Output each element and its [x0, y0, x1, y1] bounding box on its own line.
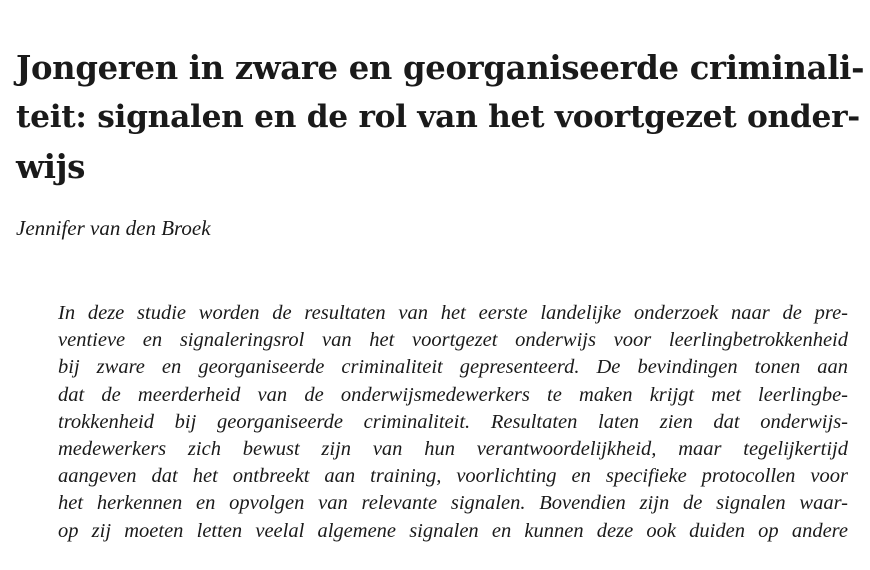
author-name: Jennifer van den Broek: [16, 216, 211, 240]
abstract-line: op zij moeten letten veelal algemene signalen en kunnen deze ook duiden op andere: [58, 519, 848, 542]
article-title: [16, 44, 864, 191]
title-line: wijs: [16, 147, 86, 186]
abstract-line: In deze studie worden de resultaten van het eerste landelijke onderzoek naar de pre-: [58, 302, 848, 324]
abstract-line: het herkennen en opvolgen van relevante signalen. Bovendien zijn de signalen waar-: [58, 492, 848, 515]
abstract-line: ventieve en signaleringsrol van het voortgezet onderwijs voor leerlingbetrokkenheid: [58, 329, 848, 352]
abstract-line: bij zware en georganiseerde criminaliteit gepresenteerd. De bevindingen tonen aan: [58, 356, 848, 379]
abstract-line: aangeven dat het ontbreekt aan training, voorlichting en specifieke protocollen voor: [58, 465, 848, 488]
abstract-line: dat de meerderheid van de onderwijsmedewerkers te maken krijgt met leerlingbe-: [58, 383, 848, 406]
abstract-line: trokkenheid bij georganiseerde criminaliteit. Resultaten laten zien dat onderwijs-: [58, 410, 848, 433]
abstract: [58, 300, 848, 545]
title-line: Jongeren in zware en georganiseerde criminali-: [16, 49, 865, 87]
abstract-line: medewerkers zich bewust zijn van hun verantwoordelijkheid, maar tegelijkertijd: [58, 438, 848, 461]
title-line: teit: signalen en de rol van het voortgezet onder-: [16, 99, 860, 135]
